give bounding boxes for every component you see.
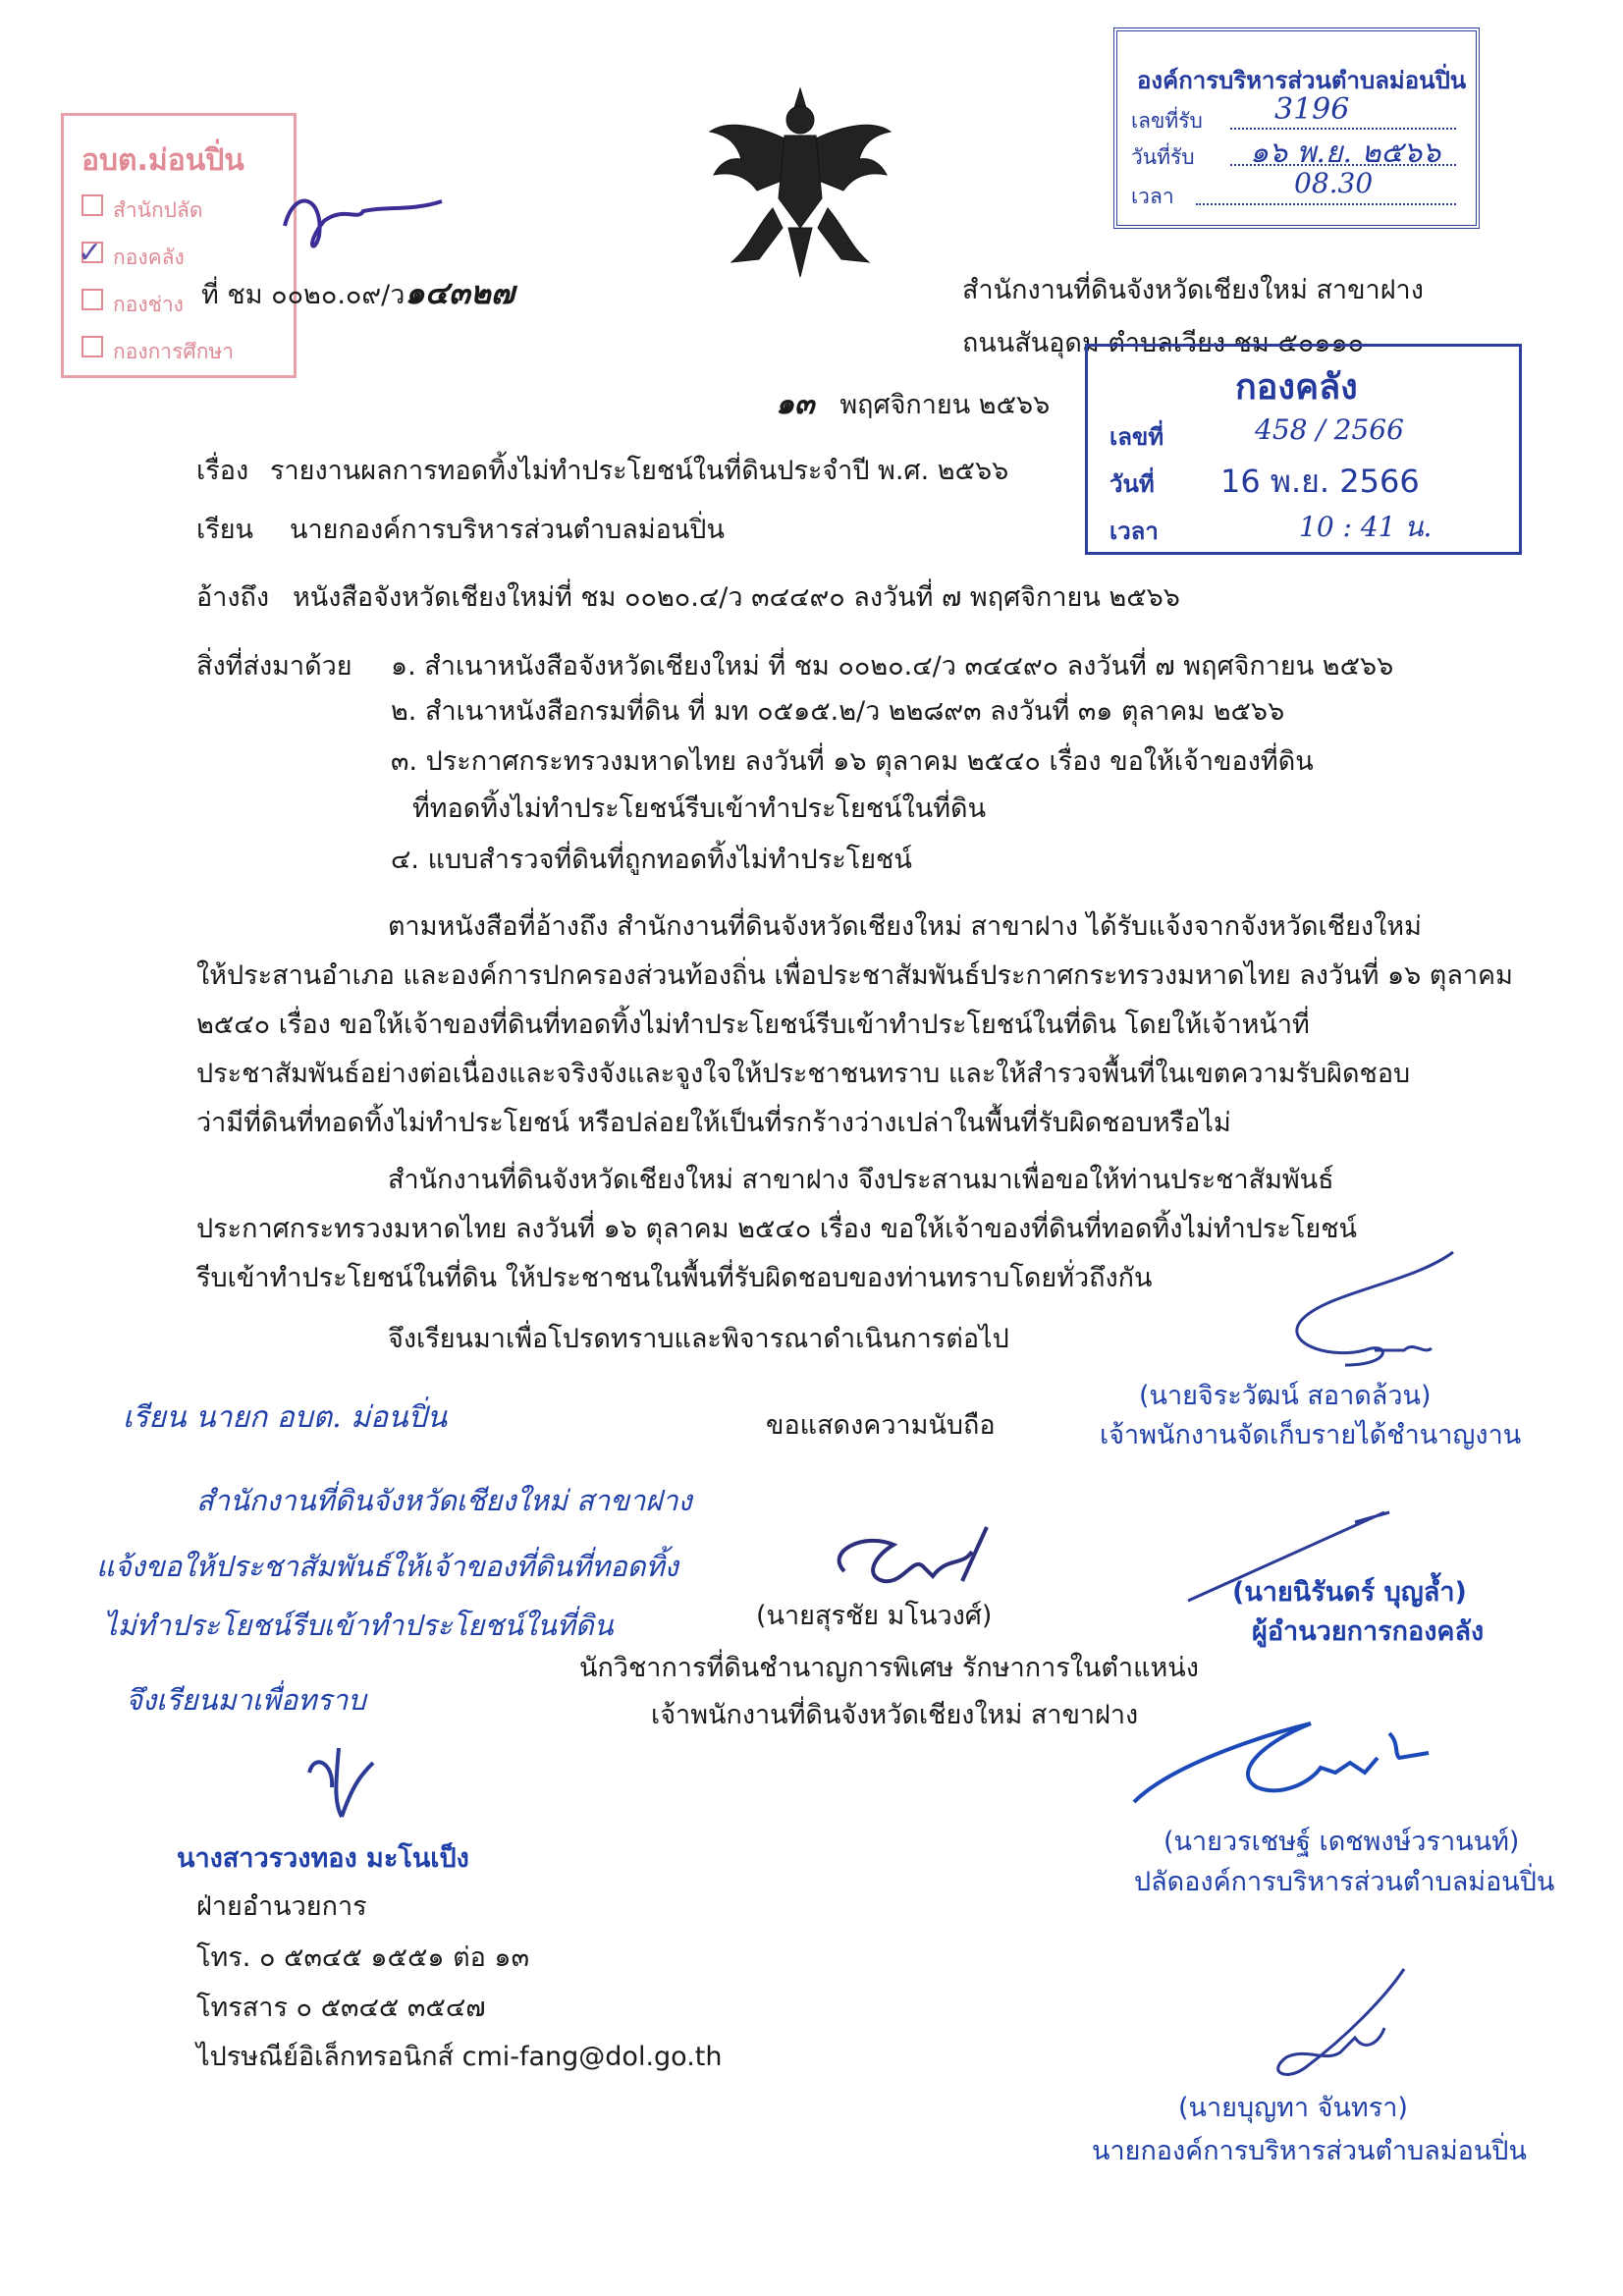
reference-text: หนังสือจังหวัดเชียงใหม่ที่ ชม ๐๐๒๐.๔/ว ๓๔๔๙๐ ลงวันที่ ๗ พฤศจิกายน ๒๕๖๖ <box>293 582 1180 613</box>
approver-signature-1 <box>1178 1242 1473 1385</box>
reference-label: อ้างถึง <box>196 582 270 613</box>
closing-line: จึงเรียนมาเพื่อโปรดทราบและพิจารณาดำเนินการต่อไป <box>388 1324 1009 1354</box>
enclosure-item: ๔. แบบสำรวจที่ดินที่ถูกทอดทิ้งไม่ทำประโยชน์ <box>391 845 912 875</box>
checkbox-label: กองคลัง <box>113 246 185 269</box>
date-label: วันที่รับ <box>1131 145 1195 169</box>
approver-name: (นายจิระวัฒน์ สอาดล้วน) <box>1139 1381 1432 1411</box>
date-value: ๑๖ พ.ย. ๒๕๖๖ <box>1250 136 1441 170</box>
body-line: ประชาสัมพันธ์อย่างต่อเนื่องและจริงจังและจูงใจให้ประชาชนทราบ และให้สำรวจพื้นที่ในเขตความรับผิดชอบ <box>196 1059 1411 1089</box>
body-line: สำนักงานที่ดินจังหวัดเชียงใหม่ สาขาฝาง จึงประสานมาเพื่อขอให้ท่านประชาสัมพันธ์ <box>388 1165 1334 1195</box>
enclosure-item: ๓. ประกาศกระทรวงมหาดไทย ลงวันที่ ๑๖ ตุลาคม ๒๕๔๐ เรื่อง ขอให้เจ้าของที่ดิน <box>391 746 1314 777</box>
enclosure-item-continued: ที่ทอดทิ้งไม่ทำประโยชน์รีบเข้าทำประโยชน์ในที่ดิน <box>412 793 987 824</box>
time-value: 10 : 41 น. <box>1299 511 1433 543</box>
letter-date <box>776 387 1051 421</box>
time-label: เวลา <box>1131 185 1174 208</box>
contact-telephone: โทร. ๐ ๕๓๔๕ ๑๕๕๑ ต่อ ๑๓ <box>196 1942 530 1973</box>
time-label: เวลา <box>1109 518 1159 545</box>
checkbox-office <box>81 194 103 216</box>
subject-label: เรื่อง <box>196 456 249 486</box>
subject-text: รายงานผลการทอดทิ้งไม่ทำประโยชน์ในที่ดินประจำปี พ.ศ. ๒๕๖๖ <box>270 456 1009 486</box>
document-number <box>201 274 514 311</box>
dotted-line <box>1196 203 1456 205</box>
signatory-signature <box>815 1498 1021 1596</box>
receipt-no-value: 3196 <box>1274 92 1350 127</box>
body-line: ๒๕๔๐ เรื่อง ขอให้เจ้าของที่ดินที่ทอดทิ้งไม่ทำประโยชน์รีบเข้าทำประโยชน์ในที่ดิน โดยให้เจ้าหน้าที่ <box>196 1010 1310 1040</box>
stamp-title: อบต.ม่อนปิ่น <box>81 143 244 178</box>
body-line: ตามหนังสือที่อ้างถึง สำนักงานที่ดินจังหวัดเชียงใหม่ สาขาฝาง ได้รับแจ้งจากจังหวัดเชียงใหม่ <box>388 911 1422 942</box>
checkbox-label: กองการศึกษา <box>113 340 235 363</box>
signatory-position: นักวิชาการที่ดินชำนาญการพิเศษ รักษาการในตำแหน่ง <box>579 1653 1199 1683</box>
contact-email: ไปรษณีย์อิเล็กทรอนิกส์ cmi-fang@dol.go.th <box>196 2042 723 2072</box>
handwritten-initial-signature <box>265 167 461 265</box>
enclosure-item: ๒. สำเนาหนังสือกรมที่ดิน ที่ มท ๐๕๑๕.๒/ว ๒๒๘๙๓ ลงวันที่ ๓๑ ตุลาคม ๒๕๖๖ <box>391 696 1285 727</box>
date-label: วันที่ <box>1109 470 1155 498</box>
contact-department: ฝ่ายอำนวยการ <box>196 1891 367 1922</box>
document-number-prefix: ที่ ชม ๐๐๒๐.๐๙/ว <box>201 280 406 310</box>
regards-text: ขอแสดงความนับถือ <box>766 1410 996 1441</box>
document-number-handwritten: ๑๔๓๒๗ <box>405 274 514 311</box>
note-signer-name: นางสาวรวงทอง มะโนเป็ง <box>177 1843 469 1874</box>
enclosures-label: สิ่งที่ส่งมาด้วย <box>196 651 352 682</box>
checkbox-label: กองช่าง <box>113 293 184 316</box>
garuda-emblem <box>702 81 898 287</box>
checkbox-engineering <box>81 289 103 310</box>
approver-position: ผู้อำนวยการกองคลัง <box>1252 1616 1485 1647</box>
receipt-stamp <box>1113 27 1480 229</box>
checkbox-education <box>81 336 103 357</box>
stamp-title: องค์การบริหารส่วนตำบลม่อนปิ่น <box>1137 67 1467 94</box>
stamp-title: กองคลัง <box>1235 367 1358 408</box>
approver-position: ปลัดองค์การบริหารส่วนตำบลม่อนปิ่น <box>1134 1867 1555 1897</box>
enclosure-item: ๑. สำเนาหนังสือจังหวัดเชียงใหม่ ที่ ชม ๐๐๒๐.๔/ว ๓๔๔๙๐ ลงวันที่ ๗ พฤศจิกายน ๒๕๖๖ <box>391 651 1394 682</box>
approver-position: เจ้าพนักงานจัดเก็บรายได้ชำนาญงาน <box>1100 1420 1522 1450</box>
signatory-position: เจ้าพนักงานที่ดินจังหวัดเชียงใหม่ สาขาฝาง <box>651 1700 1139 1730</box>
signatory-name: (นายสุรชัย มโนวงศ์) <box>756 1601 993 1631</box>
approver-name: (นายวรเชษฐ์ เดชพงษ์วรานนท์) <box>1163 1827 1520 1857</box>
note-signature <box>295 1733 383 1822</box>
office-name: สำนักงานที่ดินจังหวัดเชียงใหม่ สาขาฝาง <box>962 275 1424 305</box>
handwritten-note-line: สำนักงานที่ดินจังหวัดเชียงใหม่ สาขาฝาง <box>196 1484 692 1517</box>
approver-signature-4 <box>1247 1959 1424 2097</box>
body-line: รีบเข้าทำประโยชน์ในที่ดิน ให้ประชาชนในพื้นที่รับผิดชอบของท่านทราบโดยทั่วถึงกัน <box>196 1263 1153 1293</box>
no-label: เลขที่ <box>1109 423 1164 451</box>
approver-name: (นายนิรันดร์ บุญล้ำ) <box>1232 1577 1467 1608</box>
time-value: 08.30 <box>1294 167 1374 199</box>
contact-fax: โทรสาร ๐ ๕๓๔๕ ๓๕๔๗ <box>196 1993 486 2023</box>
body-line: ประกาศกระทรวงมหาดไทย ลงวันที่ ๑๖ ตุลาคม ๒๕๔๐ เรื่อง ขอให้เจ้าของที่ดินที่ทอดทิ้งไม่ทำประโยชน์ <box>196 1214 1357 1244</box>
handwritten-note-line: แจ้งขอให้ประชาสัมพันธ์ให้เจ้าของที่ดินที่ทอดทิ้ง <box>96 1550 678 1583</box>
office-address: ถนนสันอุดม ตำบลเวียง ชม ๕๐๑๑๐ <box>962 328 1365 358</box>
handwritten-note-line: เรียน นายก อบต. ม่อนปิ่น <box>123 1400 448 1435</box>
to-label: เรียน <box>196 515 254 545</box>
body-line: ว่ามีที่ดินที่ทอดทิ้งไม่ทำประโยชน์ หรือปล่อยให้เป็นที่รกร้างว่างเปล่าในพื้นที่รับผิดชอบหรือไม่ <box>196 1108 1231 1138</box>
approver-position: นายกองค์การบริหารส่วนตำบลม่อนปิ่น <box>1092 2136 1527 2166</box>
date-month-year: พฤศจิกายน ๒๕๖๖ <box>839 390 1051 420</box>
no-value: 458 / 2566 <box>1255 413 1404 446</box>
date-day-handwritten: ๑๓ <box>776 387 815 421</box>
finance-division-stamp <box>1085 344 1522 555</box>
approver-name: (นายบุญทา จันทรา) <box>1178 2093 1408 2123</box>
checkbox-label: สำนักปลัด <box>113 198 203 222</box>
check-mark-icon: ✓ <box>78 236 103 270</box>
to-text: นายกองค์การบริหารส่วนตำบลม่อนปิ่น <box>290 515 725 545</box>
handwritten-note-line: ไม่ทำประโยชน์รีบเข้าทำประโยชน์ในที่ดิน <box>103 1609 614 1642</box>
date-value: 16 พ.ย. 2566 <box>1220 463 1420 500</box>
body-line: ให้ประสานอำเภอ และองค์การปกครองส่วนท้องถิ่น เพื่อประชาสัมพันธ์ประกาศกระทรวงมหาดไทย ลงวันที่ ๑๖ ตุลาคม <box>196 960 1513 991</box>
handwritten-note-line: จึงเรียนมาเพื่อทราบ <box>126 1683 366 1717</box>
receipt-no-label: เลขที่รับ <box>1131 109 1203 133</box>
approver-signature-3 <box>1114 1674 1448 1822</box>
department-routing-stamp <box>61 113 297 378</box>
